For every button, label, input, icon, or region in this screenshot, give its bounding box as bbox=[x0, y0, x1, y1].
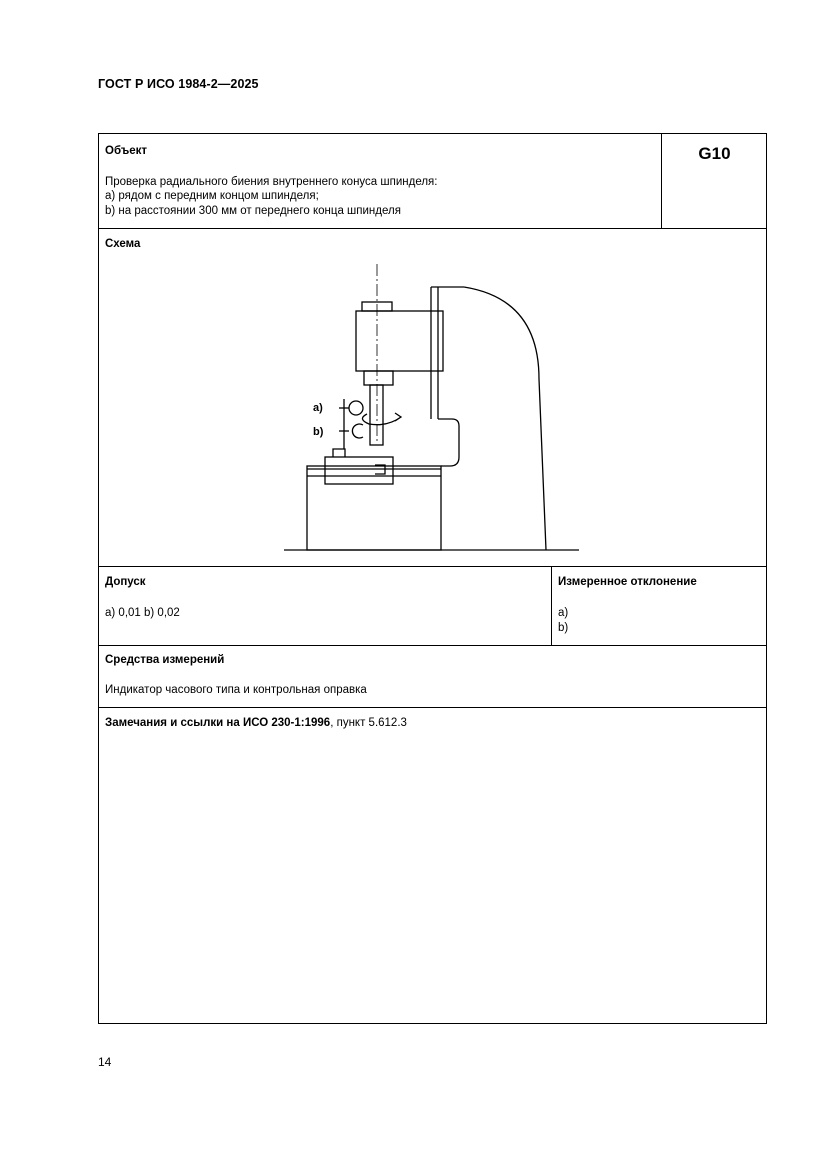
object-item-a: a) рядом с передним концом шпинделя; bbox=[105, 190, 319, 202]
divider bbox=[99, 566, 766, 567]
test-card bbox=[98, 133, 767, 1024]
measured-a: a) bbox=[558, 607, 569, 619]
machine-base bbox=[307, 466, 441, 550]
document-header: ГОСТ Р ИСО 1984-2—2025 bbox=[98, 77, 259, 91]
test-mandrel bbox=[370, 385, 383, 445]
object-description: Проверка радиального биения внутреннего конуса шпинделя: bbox=[105, 176, 438, 188]
machine-table bbox=[325, 457, 393, 484]
tolerance-value: a) 0,01 b) 0,02 bbox=[105, 607, 180, 619]
divider bbox=[99, 228, 766, 229]
divider bbox=[99, 645, 766, 646]
spindle-head bbox=[356, 311, 443, 371]
instruments-value: Индикатор часового типа и контрольная оправка bbox=[105, 684, 367, 696]
divider bbox=[99, 707, 766, 708]
scheme-diagram bbox=[269, 259, 589, 569]
spindle-nose bbox=[364, 371, 393, 385]
test-code: G10 bbox=[698, 144, 731, 163]
tolerance-label: Допуск bbox=[105, 576, 146, 588]
object-label: Объект bbox=[105, 145, 148, 157]
rotation-arrow bbox=[362, 413, 401, 425]
page-number: 14 bbox=[98, 1055, 112, 1069]
scheme-label: Схема bbox=[105, 238, 141, 250]
notes bbox=[105, 716, 407, 731]
indicator-a bbox=[349, 401, 363, 415]
callout-a: a) bbox=[313, 402, 323, 414]
instruments-label: Средства измерений bbox=[105, 654, 225, 666]
column-knee bbox=[438, 419, 459, 466]
notes-label: Замечания и ссылки на ИСО 230-1:1996 bbox=[105, 717, 331, 729]
measured-b: b) bbox=[558, 622, 569, 634]
column-back bbox=[464, 287, 546, 550]
notes-reference: , пункт 5.612.3 bbox=[330, 717, 407, 729]
measured-label: Измеренное отклонение bbox=[558, 576, 697, 588]
indicator-b bbox=[352, 424, 363, 438]
object-item-b: b) на расстоянии 300 мм от переднего конца шпинделя bbox=[105, 205, 401, 217]
callout-b: b) bbox=[313, 426, 324, 438]
tolerance-divider bbox=[551, 566, 552, 645]
